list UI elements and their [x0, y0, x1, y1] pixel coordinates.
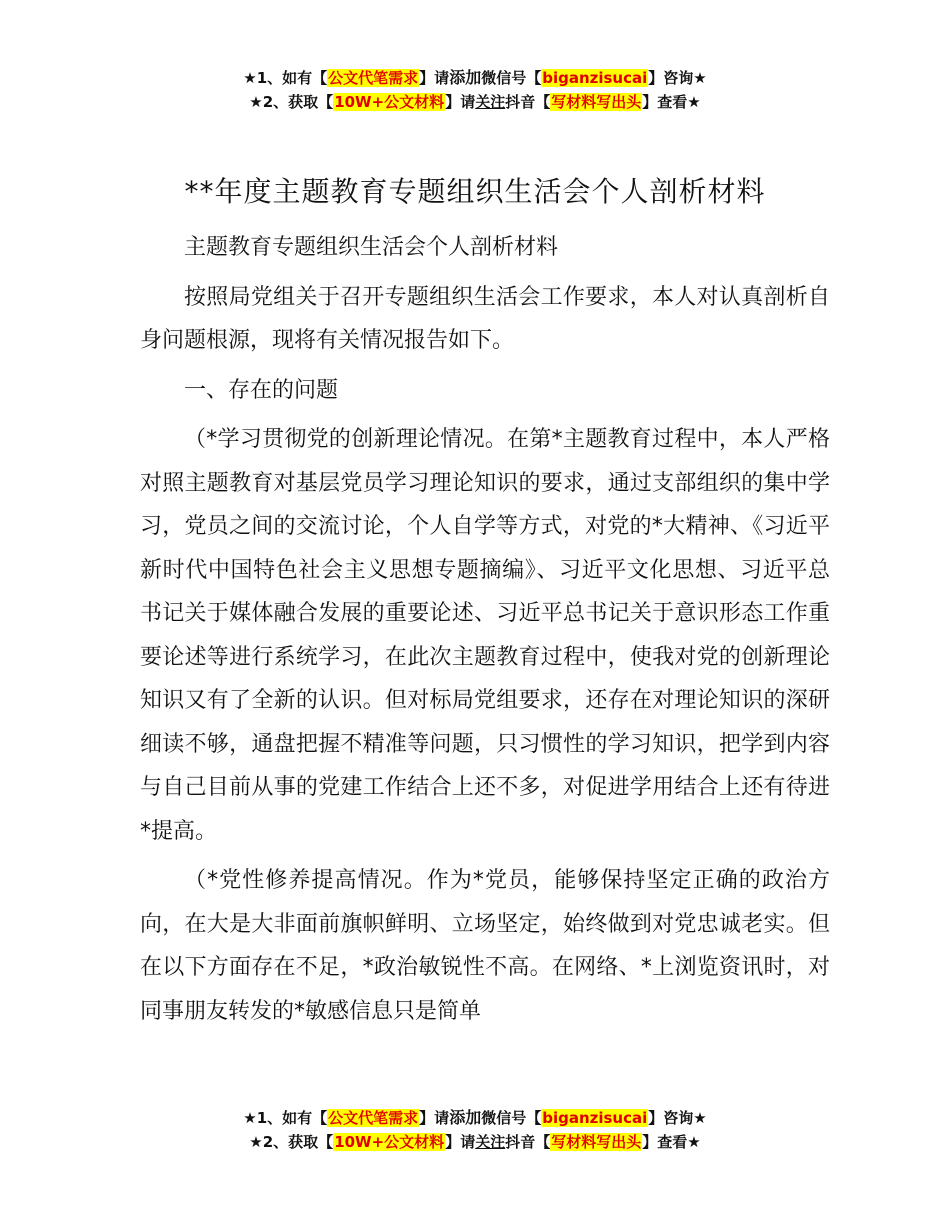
banner-highlight: 公文代笔需求 — [328, 69, 419, 87]
banner-highlight: 写材料写出头 — [551, 93, 642, 111]
banner-text: 】请 — [419, 69, 450, 87]
footer-banner — [0, 1106, 950, 1154]
banner-text: ★1、如有【 — [243, 69, 328, 87]
header-banner — [0, 66, 950, 114]
banner-text: ★2、获取【 — [249, 1133, 334, 1151]
banner-line-1 — [0, 66, 950, 90]
banner-text: 】请 — [445, 93, 476, 111]
banner-text: ★1、如有【 — [243, 1109, 328, 1127]
banner-text: 抖音【 — [505, 93, 551, 111]
banner-text: 】请 — [445, 1133, 476, 1151]
paragraph-section-heading: 一、存在的问题 — [184, 377, 339, 403]
banner-highlight: biganzisucai — [542, 69, 648, 87]
paragraph-subtitle: 主题教育专题组织生活会个人剖析材料 — [184, 235, 559, 260]
banner-text: 添加 — [449, 1108, 482, 1127]
banner-text: 微信号【 — [481, 69, 542, 87]
banner-highlight: biganzisucai — [542, 1109, 648, 1127]
banner-underlined: 关注 — [475, 93, 506, 111]
banner-underlined: 关注 — [475, 1133, 506, 1151]
banner-text: 】咨询★ — [648, 69, 707, 87]
banner-line-2 — [0, 1130, 950, 1154]
banner-highlight: 公文代笔需求 — [328, 1109, 419, 1127]
banner-text: 抖音【 — [505, 1133, 551, 1151]
banner-highlight: 写材料写出头 — [551, 1133, 642, 1151]
paragraph-theory-study: （*学习贯彻党的创新理论情况。在第*主题教育过程中，本人严格对照主题教育对基层党员学习理论知识的要求，通过支部组织的集中学习，党员之间的交流讨论，个人自学等方式，对党的*大精神、《习近平新时代中国特色社会主义思想专题摘编》、习近平文化思想、习近平总书记关于媒体融合发展的重要论述、习近平总书记关于意识形态工作重要论述等进行系统学习，在此次主题教育过程中，使我对党的创新理论知识又有了全新的认识。但对标局党组要求，还存在对理论知识的深研细读不够，通盘把握不精准等问题，只习惯性的学习知识，把学到内容与自己目前从事的党建工作结合上还不多，对促进学用结合上还有待进*提高。 — [140, 427, 830, 844]
paragraph-intro: 按照局党组关于召开专题组织生活会工作要求，本人对认真剖析自身问题根源，现将有关情况报告如下。 — [140, 284, 830, 353]
banner-text: 添加 — [449, 68, 482, 87]
banner-text: ★2、获取【 — [249, 93, 334, 111]
banner-text: 】查看★ — [642, 93, 701, 111]
banner-text: 】查看★ — [642, 1133, 701, 1151]
banner-highlight: 10W+公文材料 — [334, 93, 445, 111]
document-title: **年度主题教育专题组织生活会个人剖析材料 — [184, 175, 766, 208]
banner-text: 】请 — [419, 1109, 450, 1127]
banner-text: 微信号【 — [481, 1109, 542, 1127]
paragraph-party-spirit: （*党性修养提高情况。作为*党员，能够保持坚定正确的政治方向，在大是大非面前旗帜鲜明、立场坚定，始终做到对党忠诚老实。但在以下方面存在不足，*政治敏锐性不高。在网络、*上浏览资讯时，对同事朋友转发的*敏感信息只是简单 — [140, 868, 830, 1024]
document-body — [140, 226, 830, 1039]
banner-line-1 — [0, 1106, 950, 1130]
banner-highlight: 10W+公文材料 — [334, 1133, 445, 1151]
banner-line-2 — [0, 90, 950, 114]
banner-text: 】咨询★ — [648, 1109, 707, 1127]
